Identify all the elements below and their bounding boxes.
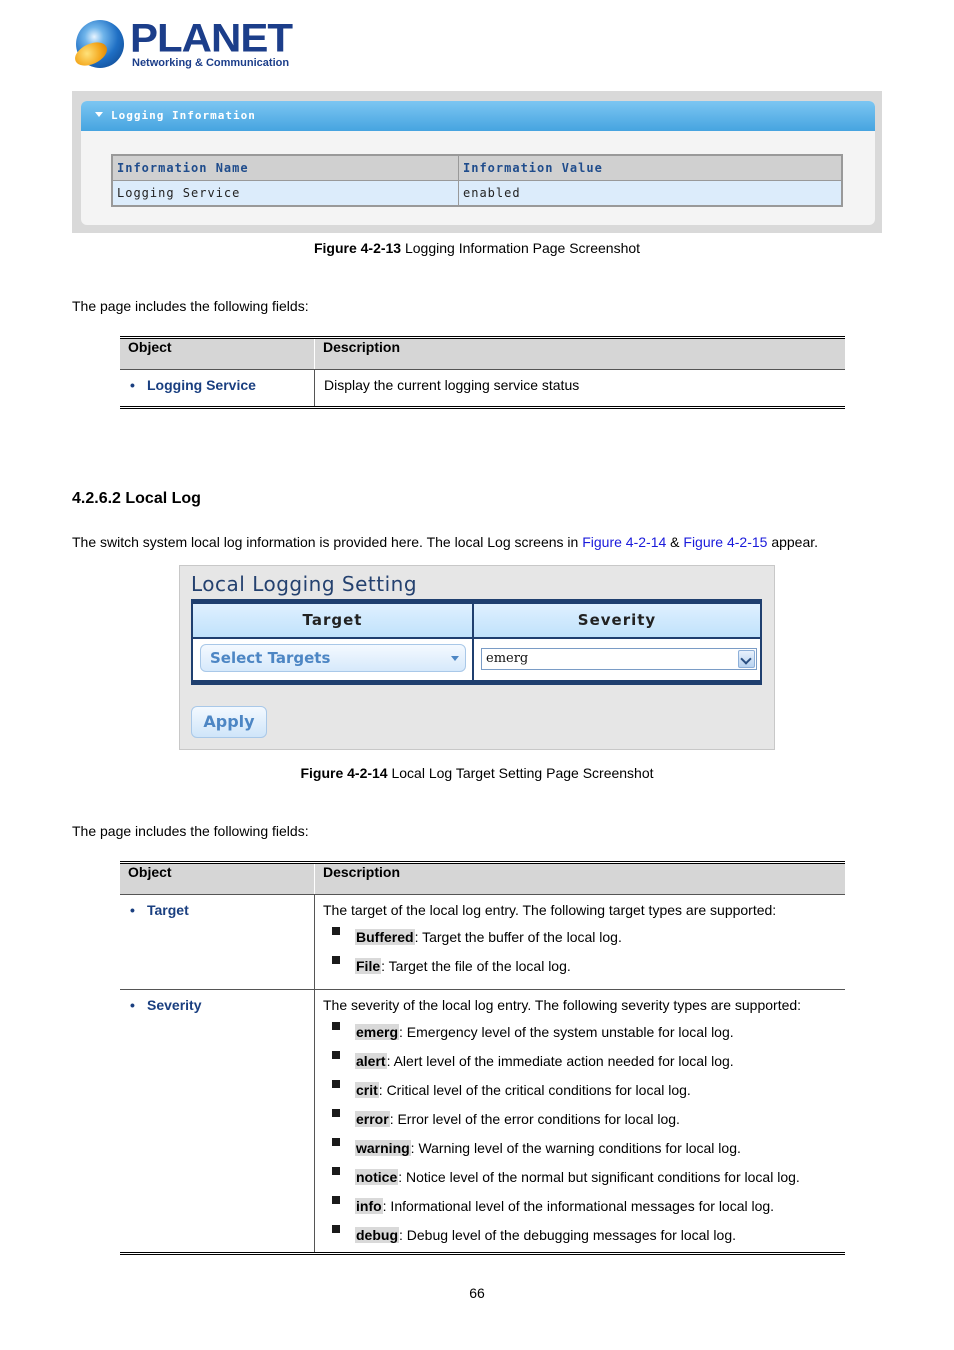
object-logging-service: • Logging Service <box>121 377 313 393</box>
list-item-text: : Warning level of the warning conditions for local log. <box>410 1140 741 1156</box>
list-item <box>315 1192 845 1221</box>
panel-header[interactable] <box>81 101 875 131</box>
table-head-description: Description <box>315 863 846 895</box>
panel-title: Logging Information <box>111 109 256 122</box>
list-item <box>315 1221 845 1250</box>
select-targets-dropdown[interactable] <box>200 644 466 672</box>
keyword: alert <box>356 1053 386 1069</box>
table-row <box>120 370 845 408</box>
list-item-text: : Target the buffer of the local log. <box>414 929 622 945</box>
fields-table-2 <box>120 861 845 1255</box>
keyword: notice <box>356 1169 398 1185</box>
severity-selected-value: emerg <box>486 651 529 666</box>
severity-select[interactable] <box>481 648 757 670</box>
list-item-text: : Debug level of the debugging messages for local log. <box>399 1227 736 1243</box>
table-head-object: Object <box>120 863 315 895</box>
list-item <box>315 923 845 952</box>
figure-link-14[interactable]: Figure 4-2-14 <box>582 534 667 550</box>
table-row <box>120 895 845 990</box>
list-item-text: : Notice level of the normal but significant conditions for local log. <box>398 1169 800 1185</box>
logging-information-screenshot <box>72 91 882 233</box>
section-heading: 4.2.6.2 Local Log <box>72 490 201 507</box>
table-row <box>120 990 845 1254</box>
caption-text: Local Log Target Setting Page Screenshot <box>387 765 654 781</box>
keyword: File <box>356 958 381 974</box>
caption-text: Logging Information Page Screenshot <box>401 240 641 256</box>
description-severity-lead: The severity of the local log entry. The following severity types are supported: <box>323 997 802 1013</box>
cell-information-name: Logging Service <box>112 181 459 207</box>
paragraph-text: The switch system local log information is provided here. The local Log screens in <box>72 534 583 550</box>
object-target: • Target <box>121 902 313 918</box>
figure-caption-2 <box>0 765 954 781</box>
apply-button[interactable]: Apply <box>191 706 267 738</box>
local-logging-setting-screenshot <box>179 565 775 750</box>
chevron-down-icon[interactable] <box>451 656 459 661</box>
page-number: 66 <box>469 1285 485 1301</box>
column-header-target: Target <box>193 604 474 639</box>
column-header-severity: Severity <box>474 604 760 639</box>
intro-paragraph-2: The page includes the following fields: <box>72 823 309 839</box>
fields-table-1 <box>120 336 845 409</box>
list-item-text: : Error level of the error conditions for local log. <box>389 1111 680 1127</box>
column-header-value: Information Value <box>459 155 843 181</box>
list-item-text: : Critical level of the critical conditions for local log. <box>378 1082 691 1098</box>
select-targets-label: Select Targets <box>210 649 331 667</box>
local-logging-table <box>191 599 762 685</box>
caption-label: Figure 4-2-14 <box>300 765 388 781</box>
list-item-text: : Alert level of the immediate action needed for local log. <box>386 1053 734 1069</box>
paragraph-amp: & <box>666 534 684 550</box>
list-item-text: : Emergency level of the system unstable for local log. <box>399 1024 734 1040</box>
paragraph-end: appear. <box>767 534 819 550</box>
description-target-lead: The target of the local log entry. The following target types are supported: <box>323 902 777 918</box>
logo-brand: PLANET <box>130 15 292 60</box>
logo-tagline: Networking & Communication <box>132 57 290 69</box>
cell-information-value: enabled <box>459 181 843 207</box>
column-header-name: Information Name <box>112 155 459 181</box>
keyword: emerg <box>356 1024 399 1040</box>
figure-link-15[interactable]: Figure 4-2-15 <box>683 534 768 550</box>
logging-information-panel <box>81 101 875 225</box>
list-item <box>315 1076 845 1105</box>
keyword: error <box>356 1111 389 1127</box>
list-item <box>315 1047 845 1076</box>
keyword: info <box>356 1198 382 1214</box>
keyword: Buffered <box>356 929 414 945</box>
dropdown-arrow-icon[interactable] <box>738 650 755 668</box>
keyword: warning <box>356 1140 410 1156</box>
description-logging-service: Display the current logging service status <box>324 377 580 393</box>
list-item-text: : Target the file of the local log. <box>381 958 571 974</box>
collapse-triangle-icon[interactable] <box>95 112 103 117</box>
object-severity: • Severity <box>121 997 313 1013</box>
table-head-description: Description <box>315 338 846 370</box>
keyword: debug <box>356 1227 398 1243</box>
list-item <box>315 952 845 981</box>
list-item <box>315 1163 845 1192</box>
list-item <box>315 1018 845 1047</box>
setting-row <box>193 639 760 680</box>
list-item <box>315 1134 845 1163</box>
caption-label: Figure 4-2-13 <box>313 240 402 256</box>
intro-paragraph-1: The page includes the following fields: <box>72 298 309 314</box>
section-paragraph <box>72 534 818 550</box>
list-item <box>315 1105 845 1134</box>
list-item-text: : Informational level of the informational messages for local log. <box>382 1198 775 1214</box>
keyword: crit <box>356 1082 378 1098</box>
figure-caption-1 <box>0 240 954 256</box>
logging-information-table <box>111 154 843 207</box>
planet-logo <box>76 15 292 72</box>
local-logging-title: Local Logging Setting <box>191 572 418 596</box>
table-head-object: Object <box>120 338 315 370</box>
